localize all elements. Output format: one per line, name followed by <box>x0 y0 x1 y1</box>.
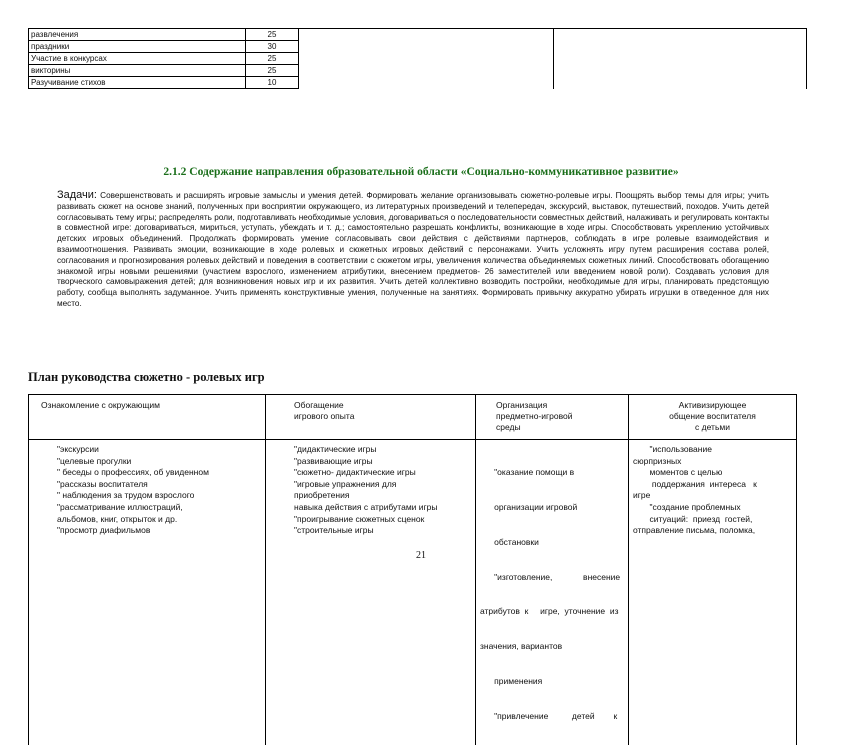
list-item: "изготовление, внесение <box>480 572 624 584</box>
list-item: " наблюдения за трудом взрослого <box>57 490 261 502</box>
list-item: поддержания интереса к <box>633 479 792 491</box>
column-organization <box>476 440 629 745</box>
plan-title: План руководства сюжетно - ролевых игр <box>28 370 265 385</box>
list-item: применения <box>480 676 624 688</box>
activity-value: 25 <box>246 65 299 77</box>
list-item: "просмотр диафильмов <box>57 525 261 537</box>
list-item: моментов с целью <box>633 467 792 479</box>
header-line: общение воспитателя <box>633 411 792 422</box>
header-line: Ознакомление с окружающим <box>33 400 261 411</box>
list-item: игре <box>633 490 792 502</box>
list-item: навыка действия с атрибутами игры <box>294 502 471 514</box>
page-number: 21 <box>0 550 842 561</box>
header-familiarization <box>29 395 266 440</box>
column-communication <box>629 440 797 745</box>
section-title: 2.1.2 Содержание направления образовательной области «Социально-коммуникативное развитие» <box>0 166 842 178</box>
plan-table <box>28 394 797 745</box>
header-communication <box>629 395 797 440</box>
header-line: Обогащение <box>294 400 471 411</box>
list-item: обстановки <box>480 537 624 549</box>
list-item: "оказание помощи в <box>480 467 624 479</box>
list-item: "развивающие игры <box>294 456 471 468</box>
activity-name: развлечения <box>29 29 246 41</box>
list-item: отправление письма, поломка, <box>633 525 792 537</box>
activities-table <box>28 28 807 89</box>
activity-name: Разучивание стихов <box>29 77 246 89</box>
list-item: "игровые упражнения для <box>294 479 471 491</box>
list-item: ситуаций: приезд гостей, <box>633 514 792 526</box>
activity-name: праздники <box>29 41 246 53</box>
list-item: организации игровой <box>480 502 624 514</box>
empty-cell <box>299 29 554 89</box>
list-item: "дидактические игры <box>294 444 471 456</box>
column-enrichment <box>266 440 476 745</box>
activity-value: 25 <box>246 53 299 65</box>
header-line: предметно-игровой <box>496 411 624 422</box>
list-item: сюрпризных <box>633 456 792 468</box>
list-item: "строительные игры <box>294 525 471 537</box>
table-row <box>29 29 807 41</box>
list-item: "экскурсии <box>57 444 261 456</box>
list-item: приобретения <box>294 490 471 502</box>
list-item: "сюжетно- дидактические игры <box>294 467 471 479</box>
activity-name: Участие в конкурсах <box>29 53 246 65</box>
header-line: среды <box>496 422 624 433</box>
list-item: атрибутов к игре, уточнение из <box>480 606 624 618</box>
empty-cell <box>554 29 807 89</box>
tasks-paragraph <box>57 190 769 310</box>
header-enrichment <box>266 395 476 440</box>
list-item: "создание проблемных <box>633 502 792 514</box>
table-header-row <box>29 395 797 440</box>
tasks-lead: Задачи: <box>57 189 97 201</box>
list-item: значения, вариантов <box>480 641 624 653</box>
activity-value: 25 <box>246 29 299 41</box>
list-item: "рассматривание иллюстраций, <box>57 502 261 514</box>
column-familiarization <box>29 440 266 745</box>
header-line: Организация <box>496 400 624 411</box>
tasks-text: Совершенствовать и расширять игровые замыслы и умения детей. Формировать желание организовывать сюжетно-ролевые игры. Поощрять выбор темы для игры; учить развивать сюжет на основе знаний, полученных при восприятии окружающего, из литературных произведений и телепередач, экскурсий, выставок, путешествий, походов. Учить детей согласовывать тему игры; распределять роли, подготавливать необходимые условия, договариваться о последовательности совместных действий, налаживать и регулировать контакты в совместной игре: договариваться, мириться, уступать, убеждать и т. д.; самостоятельно разрешать конфликты, возникающие в ходе игры. Способствовать укреплению устойчивых детских игровых объединений. Продолжать формировать умение согласовывать свои действия с действиями партнеров, соблюдать в игре ролевые взаимодействия и взаимоотношения. Развивать эмоции, возникающие в ходе ролевых и сюжетных игровых действий с персонажами. Учить усложнять игру путем расширения состава ролей, согласования и прогнозирования ролевых действий и поведения в соответствии с сюжетом игры, увеличения количества объединяемых сюжетных линий. Способствовать обогащению знакомой игры новыми решениями (участием взрослого, изменением атрибутики, внесением предметов- 26 заместителей или введением новой роли). Создавать условия для творческого самовыражения детей; для возникновения новых игр и их развития. Учить детей коллективно возводить постройки, необходимые для игры, планировать предстоящую работу, сообща выполнять задуманное. Учить применять конструктивные умения, полученные на занятиях. Формировать привычку аккуратно убирать игрушки в отведенное для них место. <box>57 191 769 308</box>
list-item: "проигрывание сюжетных сценок <box>294 514 471 526</box>
header-line: Активизирующее <box>633 400 792 411</box>
list-item: " беседы о профессиях, об увиденном <box>57 467 261 479</box>
activity-name: викторины <box>29 65 246 77</box>
header-line: игрового опыта <box>294 411 471 422</box>
list-item: "целевые прогулки <box>57 456 261 468</box>
table-row <box>29 440 797 745</box>
list-item: "рассказы воспитателя <box>57 479 261 491</box>
activity-value: 10 <box>246 77 299 89</box>
list-item: альбомов, книг, открыток и др. <box>57 514 261 526</box>
activity-value: 30 <box>246 41 299 53</box>
header-line: с детьми <box>633 422 792 433</box>
list-item: "использование <box>633 444 792 456</box>
header-organization <box>476 395 629 440</box>
list-item: "привлечение детей к <box>480 711 624 723</box>
